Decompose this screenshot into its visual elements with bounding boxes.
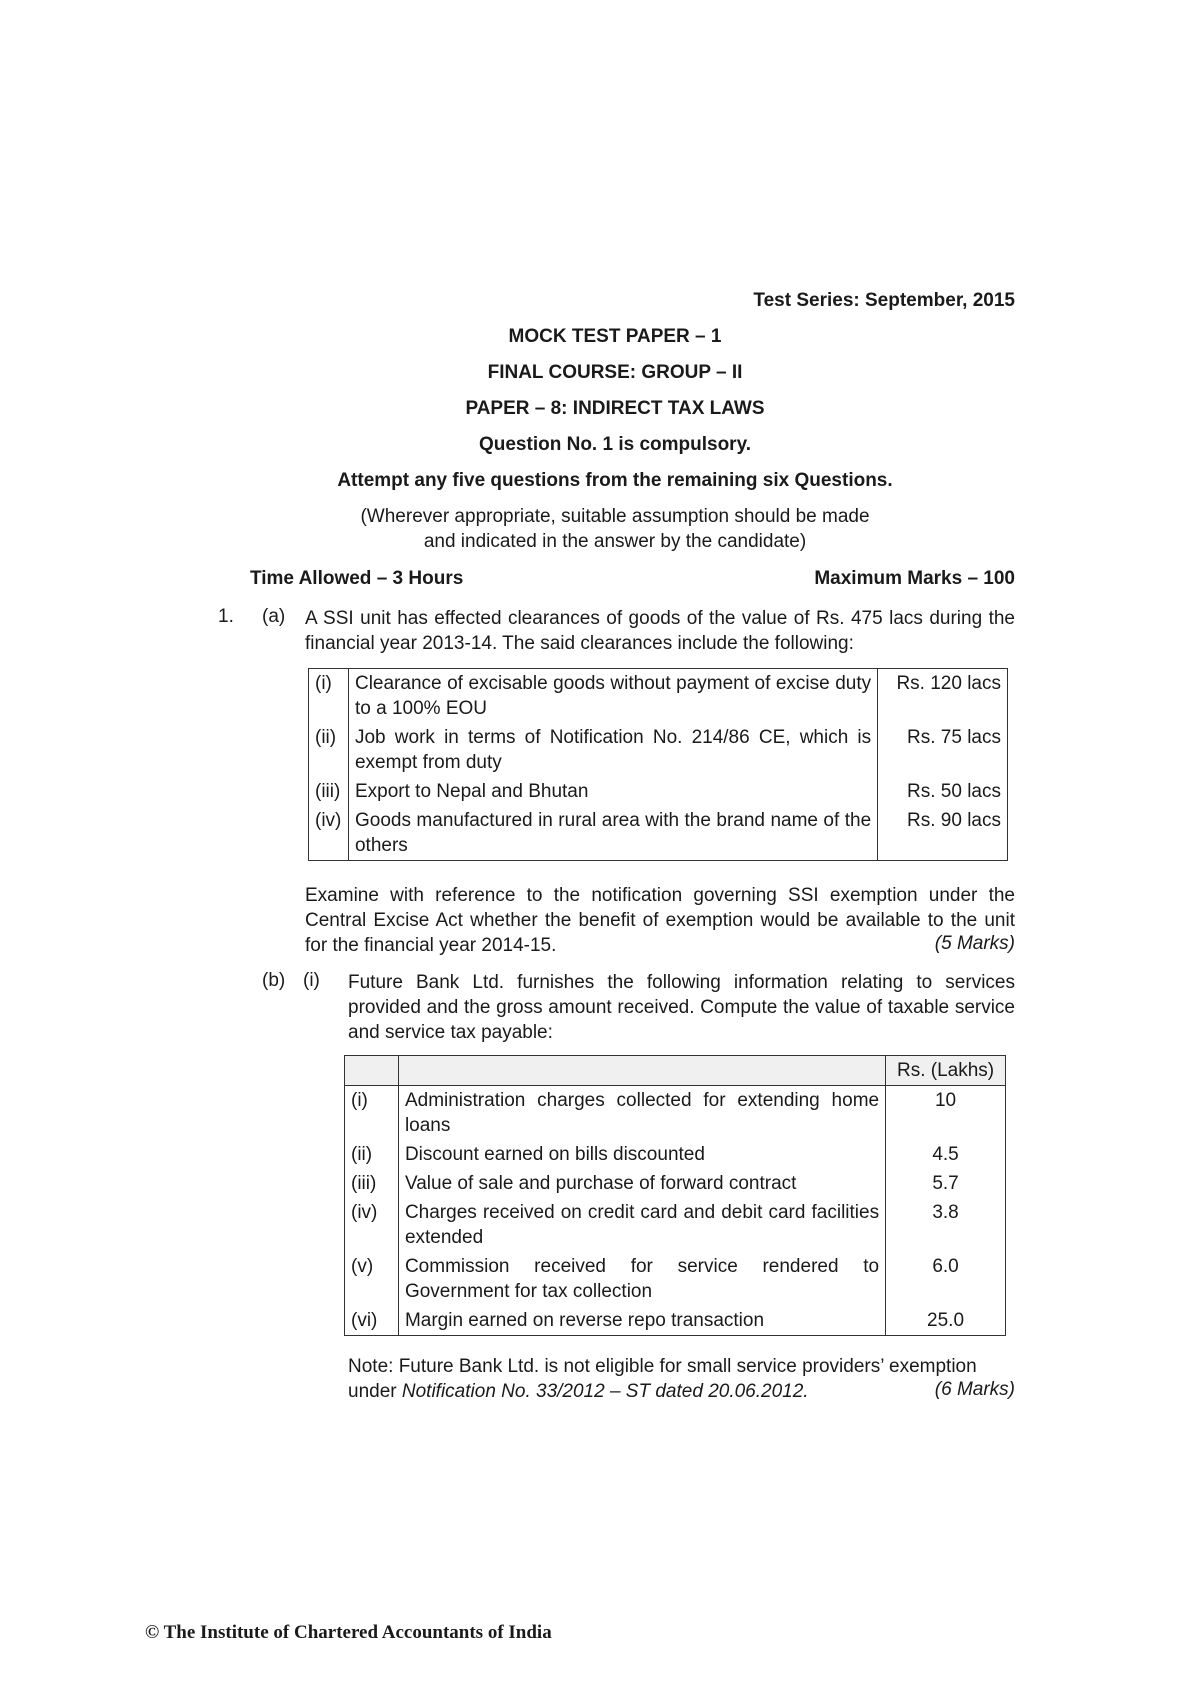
table-row (345, 1306, 1006, 1336)
row-amount: 25.0 (886, 1306, 1006, 1336)
table-row (345, 1140, 1006, 1169)
table-row (345, 1086, 1006, 1141)
table-row (345, 1252, 1006, 1306)
row-number: (ii) (309, 723, 349, 777)
paper-title: MOCK TEST PAPER – 1 (508, 326, 722, 347)
table-row (309, 806, 1008, 861)
table-header-row (345, 1056, 1006, 1086)
row-number: (i) (345, 1086, 399, 1141)
bank-services-table (344, 1055, 1006, 1336)
part-a-intro: A SSI unit has effected clearances of goods of the value of Rs. 475 lacs during the financial year 2013-14. The said clearances include the following: (305, 608, 1015, 654)
part-b-sub-label: (i) (303, 970, 320, 991)
row-number: (iii) (345, 1169, 399, 1198)
row-description: Clearance of excisable goods without payment of excise duty to a 100% EOU (348, 669, 877, 724)
subject-title: PAPER – 8: INDIRECT TAX LAWS (465, 398, 765, 419)
row-number: (i) (309, 669, 349, 724)
table-row (309, 669, 1008, 724)
row-description: Administration charges collected for extending home loans (398, 1086, 885, 1141)
question-number: 1. (218, 606, 234, 627)
row-amount: 4.5 (886, 1140, 1006, 1169)
row-amount: Rs. 120 lacs (878, 669, 1008, 724)
note-line1: Note: Future Bank Ltd. is not eligible for small service providers’ exemption (348, 1356, 977, 1377)
part-b-label: (b) (262, 970, 286, 991)
row-number: (ii) (345, 1140, 399, 1169)
maximum-marks: Maximum Marks – 100 (814, 568, 1015, 589)
compulsory-note: Question No. 1 is compulsory. (478, 434, 752, 455)
ssi-clearances-table (308, 668, 1008, 861)
note-under: under (348, 1381, 397, 1402)
row-amount: 3.8 (886, 1198, 1006, 1252)
part-a-marks: (5 Marks) (934, 933, 1015, 954)
row-amount: Rs. 50 lacs (878, 777, 1008, 806)
part-a-question-text: Examine with reference to the notification governing SSI exemption under the Central Excise Act whether the benefit of exemption would be available to the unit for the financial year 2014-15. (305, 885, 1015, 956)
assumption-note-line1: (Wherever appropriate, suitable assumption should be made (360, 506, 870, 527)
row-number: (vi) (345, 1306, 399, 1336)
row-description: Commission received for service rendered to Government for tax collection (398, 1252, 885, 1306)
unit-header: Rs. (Lakhs) (886, 1056, 1006, 1086)
header-blank-cell (345, 1056, 399, 1086)
row-amount: Rs. 90 lacs (878, 806, 1008, 861)
table-row (309, 777, 1008, 806)
row-amount: 5.7 (886, 1169, 1006, 1198)
row-amount: 10 (886, 1086, 1006, 1141)
row-number: (iv) (309, 806, 349, 861)
table-row (345, 1169, 1006, 1198)
header-blank-cell (398, 1056, 885, 1086)
course-title: FINAL COURSE: GROUP – II (487, 362, 743, 383)
row-number: (v) (345, 1252, 399, 1306)
row-description: Job work in terms of Notification No. 214/86 CE, which is exempt from duty (348, 723, 877, 777)
time-allowed: Time Allowed – 3 Hours (250, 568, 464, 589)
note-line2 (348, 1379, 809, 1404)
table-row (345, 1198, 1006, 1252)
row-number: (iii) (309, 777, 349, 806)
part-b-intro: Future Bank Ltd. furnishes the following information relating to services provided and the gross amount received. Compute the value of taxable service and service tax payable: (348, 972, 1015, 1043)
part-b-marks: (6 Marks) (934, 1379, 1015, 1400)
row-amount: Rs. 75 lacs (878, 723, 1008, 777)
row-description: Export to Nepal and Bhutan (348, 777, 877, 806)
row-description: Charges received on credit card and debit card facilities extended (398, 1198, 885, 1252)
row-description: Margin earned on reverse repo transaction (398, 1306, 885, 1336)
row-description: Goods manufactured in rural area with the brand name of the others (348, 806, 877, 861)
row-amount: 6.0 (886, 1252, 1006, 1306)
note-notification: Notification No. 33/2012 – ST dated 20.06.2012. (401, 1381, 809, 1402)
part-a-label: (a) (262, 606, 286, 627)
row-description: Value of sale and purchase of forward contract (398, 1169, 885, 1198)
row-description: Discount earned on bills discounted (398, 1140, 885, 1169)
table-row (309, 723, 1008, 777)
test-series: Test Series: September, 2015 (753, 290, 1015, 311)
copyright-footer: © The Institute of Chartered Accountants of India (145, 1622, 552, 1643)
attempt-instruction: Attempt any five questions from the remaining six Questions. (337, 470, 893, 491)
row-number: (iv) (345, 1198, 399, 1252)
assumption-note-line2: and indicated in the answer by the candidate) (423, 531, 807, 552)
